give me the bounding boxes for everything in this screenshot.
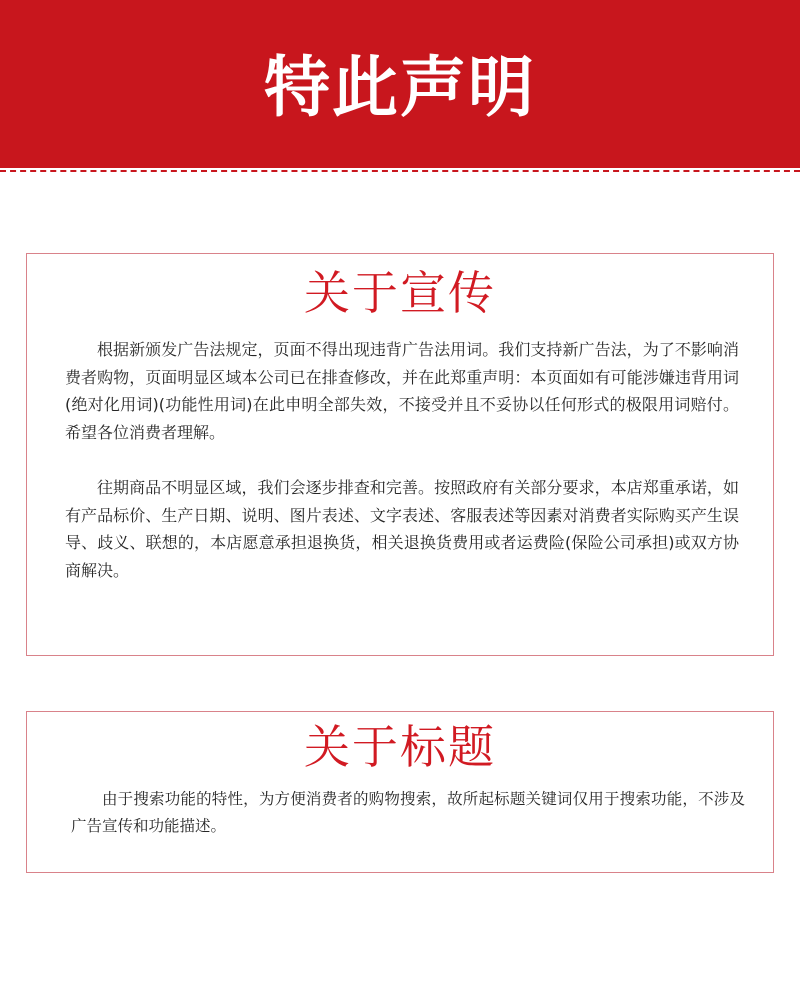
promotion-section-title: 关于宣传	[304, 266, 496, 320]
title-paragraph-1: 由于搜索功能的特性，为方便消费者的购物搜索，故所起标题关键词仅用于搜索功能，不涉及广告宣传和功能描述。	[71, 790, 745, 835]
title-notice-card	[26, 711, 774, 873]
page-title: 特此声明	[264, 48, 536, 126]
promotion-notice-card	[26, 253, 774, 656]
banner-divider	[0, 170, 800, 172]
promotion-paragraph-1: 根据新颁发广告法规定，页面不得出现违背广告法用词。我们支持新广告法，为了不影响消费者购物，页面明显区域本公司已在排查修改，并在此郑重声明：本页面如有可能涉嫌违背用词(绝对化用词)(功能性用词)在此申明全部失效，不接受并且不妥协以任何形式的极限用词赔付。希望各位消费者理解。	[65, 340, 739, 442]
header-banner	[0, 0, 800, 168]
promotion-paragraph-2: 往期商品不明显区域，我们会逐步排查和完善。按照政府有关部分要求，本店郑重承诺，如有产品标价、生产日期、说明、图片表述、文字表述、客服表述等因素对消费者实际购买产生误导、歧义、联想的，本店愿意承担退换货，相关退换货费用或者运费险(保险公司承担)或双方协商解决。	[65, 478, 739, 580]
title-section-title: 关于标题	[304, 720, 496, 774]
